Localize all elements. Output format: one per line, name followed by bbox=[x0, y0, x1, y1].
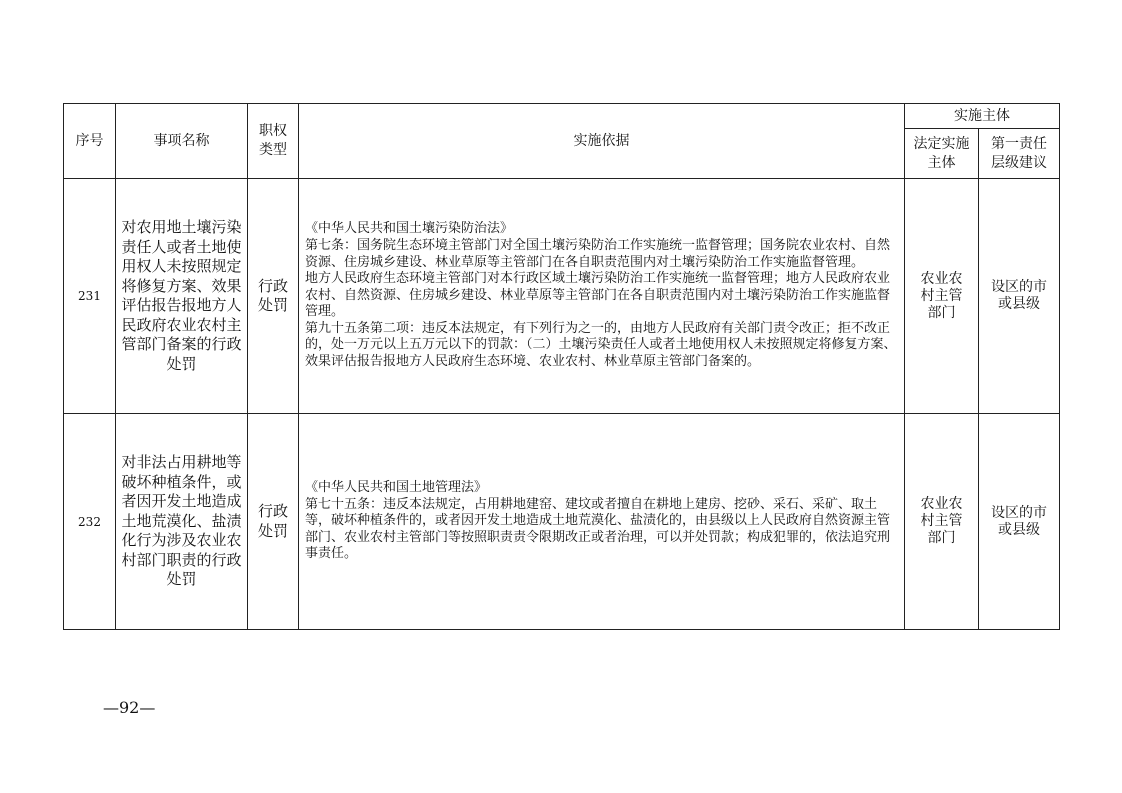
header-legal-subject: 法定实施主体 bbox=[905, 129, 979, 179]
row-legal-subject: 农业农村主管部门 bbox=[905, 414, 979, 630]
row-first-level: 设区的市或县级 bbox=[979, 179, 1060, 414]
row-authority-type: 行政处罚 bbox=[248, 179, 299, 414]
row-first-level: 设区的市或县级 bbox=[979, 414, 1060, 630]
row-seq: 231 bbox=[64, 179, 116, 414]
regulation-table bbox=[63, 103, 1060, 630]
row-item-name: 对非法占用耕地等破坏种植条件，或者因开发土地造成土地荒漠化、盐渍化行为涉及农业农村部门职责的行政处罚 bbox=[116, 414, 248, 630]
row-authority-type: 行政处罚 bbox=[248, 414, 299, 630]
basis-law-title: 《中华人民共和国土壤污染防治法》 bbox=[305, 221, 514, 237]
page-number: —92— bbox=[103, 698, 156, 717]
row-seq: 232 bbox=[64, 414, 116, 630]
header-first-level: 第一责任层级建议 bbox=[979, 129, 1060, 179]
basis-law-title: 《中华人民共和国土地管理法》 bbox=[305, 480, 488, 496]
row-basis bbox=[299, 414, 905, 630]
basis-paragraph: 地方人民政府生态环境主管部门对本行政区域土壤污染防治工作实施统一监督管理；地方人民政府农业农村、自然资源、住房城乡建设、林业草原等主管部门在各自职责范围内对土壤污染防治工作实施监督管理。 bbox=[305, 271, 891, 320]
row-item-name: 对农用地土壤污染责任人或者土地使用权人未按照规定将修复方案、效果评估报告报地方人民政府农业农村主管部门备案的行政处罚 bbox=[116, 179, 248, 414]
basis-paragraph: 第九十五条第二项：违反本法规定，有下列行为之一的，由地方人民政府有关部门责令改正；拒不改正的，处一万元以上五万元以下的罚款：（二）土壤污染责任人或者土地使用权人未按照规定将修复方案、效果评估报告报地方人民政府生态环境、农业农村、林业草原主管部门备案的。 bbox=[305, 320, 897, 370]
header-name: 事项名称 bbox=[116, 104, 248, 179]
header-basis: 实施依据 bbox=[299, 104, 905, 179]
header-type: 职权类型 bbox=[248, 104, 299, 179]
header-subject: 实施主体 bbox=[905, 104, 1060, 129]
basis-paragraph: 第七十五条：违反本法规定，占用耕地建窑、建坟或者擅自在耕地上建房、挖砂、采石、采矿、取土等，破坏种植条件的，或者因开发土地造成土地荒漠化、盐渍化的，由县级以上人民政府自然资源主管部门、农业农村主管部门等按照职责责令限期改正或者治理，可以并处罚款；构成犯罪的，依法追究刑事责任。 bbox=[305, 496, 891, 562]
row-legal-subject: 农业农村主管部门 bbox=[905, 179, 979, 414]
basis-paragraph: 第七条：国务院生态环境主管部门对全国土壤污染防治工作实施统一监督管理；国务院农业农村、自然资源、住房城乡建设、林业草原等主管部门在各自职责范围内对土壤污染防治工作实施监督管理。 bbox=[305, 237, 891, 270]
row-basis bbox=[299, 179, 905, 414]
header-seq: 序号 bbox=[64, 104, 116, 179]
table-row bbox=[64, 414, 1060, 630]
table-row bbox=[64, 179, 1060, 414]
table-header-row bbox=[64, 104, 1060, 129]
